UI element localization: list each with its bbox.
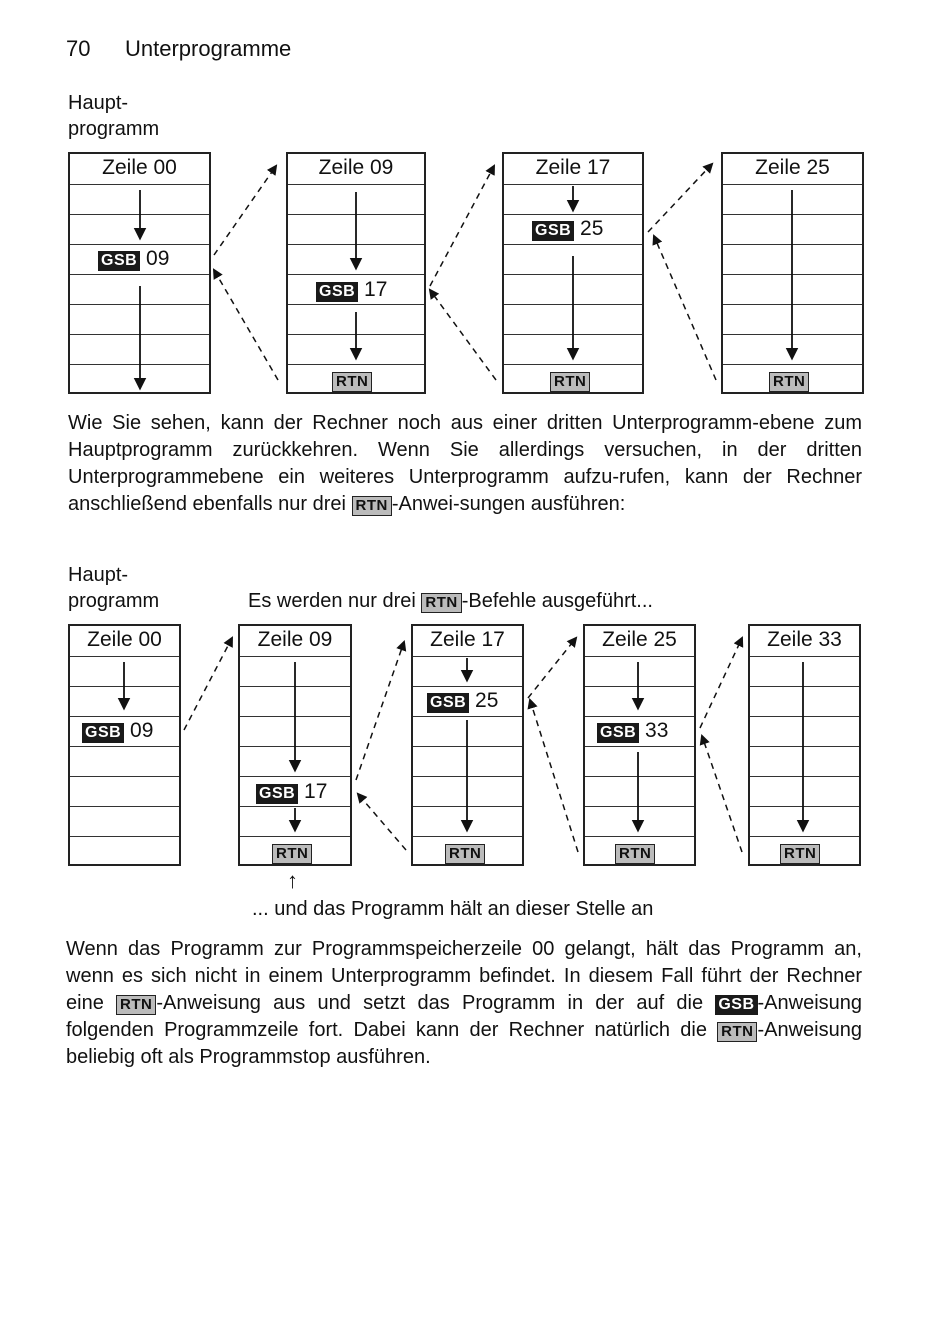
call-arrow-icon — [430, 166, 494, 286]
diagram2-gsb-cell: GSB 09 — [82, 719, 153, 743]
diagram1-column-09: Zeile 09 GSB 17 RTN — [286, 152, 426, 394]
diagram2-gsb-cell: GSB 25 — [427, 689, 498, 713]
diagram1-column-17: Zeile 17 GSB 25 RTN — [502, 152, 644, 394]
rtn-key-icon: RTN — [445, 844, 485, 864]
gsb-key-icon: GSB — [427, 693, 469, 713]
rtn-key-icon: RTN — [717, 1022, 757, 1042]
rtn-key-icon: RTN — [272, 844, 312, 864]
return-arrow-icon — [702, 736, 742, 852]
gsb-key-icon: GSB — [597, 723, 639, 743]
gsb-key-icon: GSB — [98, 251, 140, 271]
rtn-key-icon: RTN — [116, 995, 156, 1015]
return-arrow-icon — [430, 290, 496, 380]
page-header-title: Unterprogramme — [125, 36, 292, 61]
gsb-key-icon: GSB — [715, 995, 757, 1015]
gsb-key-icon: GSB — [256, 784, 298, 804]
diagram2-gsb-cell: GSB 17 — [256, 780, 327, 804]
diagram1-column-25: Zeile 25 RTN — [721, 152, 864, 394]
call-arrow-icon — [700, 638, 742, 728]
paragraph-2: Wenn das Programm zur Programmspeicherzeile 00 gelangt, hält das Programm an, wenn es sich nicht in einem Unterprogramm befindet. In diesem Fall führt der Rechner eine RTN -Anweisung aus und setzt das Programm in der auf die GSB -Anweisung folgenden Programmzeile fort. Dabei kann der Rechner natürlich die RTN -Anweisung beliebig oft als Programmstop ausführen. — [66, 938, 863, 1068]
gsb-key-icon: GSB — [532, 221, 574, 241]
rtn-key-icon: RTN — [769, 372, 809, 392]
rtn-key-icon: RTN — [615, 844, 655, 864]
call-arrow-icon — [648, 164, 712, 232]
diagram1-gsb-cell: GSB 17 — [316, 278, 387, 302]
rtn-key-icon: RTN — [352, 496, 392, 516]
return-arrow-icon — [654, 236, 716, 380]
call-arrow-icon — [214, 166, 276, 255]
diagram1-main-label: Haupt- programm — [68, 92, 160, 140]
diagram2-column-00: Zeile 00 GSB 09 — [68, 624, 181, 866]
diagram2-column-33: Zeile 33 RTN — [748, 624, 861, 866]
diagram2-column-17: Zeile 17 GSB 25 RTN — [411, 624, 524, 866]
call-arrow-icon — [356, 642, 404, 780]
call-arrow-icon — [528, 638, 576, 698]
page-number: 70 — [66, 36, 91, 61]
paragraph-1: Wie Sie sehen, kann der Rechner noch aus einer dritten Unterprogramm-ebene zum Hauptprogramm zurückkehren. Wenn Sie allerdings versuchen, in der dritten Unterprogrammebene ein weiteres Unterprogramm aufzu-rufen, kann der Rechner anschließend ebenfalls nur drei RTN -Anwei-sungen ausführen: — [68, 412, 862, 515]
diagram1-gsb-cell: GSB 09 — [98, 247, 169, 271]
diagram2-column-09: Zeile 09 GSB 17 RTN — [238, 624, 352, 866]
rtn-key-icon: RTN — [550, 372, 590, 392]
diagram2-caption: ... und das Programm hält an dieser Stelle an — [252, 898, 654, 920]
rtn-key-icon: RTN — [780, 844, 820, 864]
diagram2-column-25: Zeile 25 GSB 33 RTN — [583, 624, 696, 866]
return-arrow-icon — [214, 270, 278, 380]
diagram2-main-label: Haupt- programm — [68, 564, 160, 612]
return-arrow-icon — [358, 794, 406, 850]
diagram1-gsb-cell: GSB 25 — [532, 217, 603, 241]
rtn-key-icon: RTN — [332, 372, 372, 392]
diagram1-column-00: Zeile 00 GSB 09 — [68, 152, 211, 394]
gsb-key-icon: GSB — [82, 723, 124, 743]
gsb-key-icon: GSB — [316, 282, 358, 302]
diagram2-note: Es werden nur drei RTN -Befehle ausgeführt... — [248, 590, 653, 612]
diagram2-gsb-cell: GSB 33 — [597, 719, 668, 743]
pointer-up-arrow-icon: ↑ — [287, 868, 298, 893]
call-arrow-icon — [184, 638, 232, 730]
return-arrow-icon — [530, 700, 578, 852]
rtn-key-icon: RTN — [421, 593, 461, 613]
